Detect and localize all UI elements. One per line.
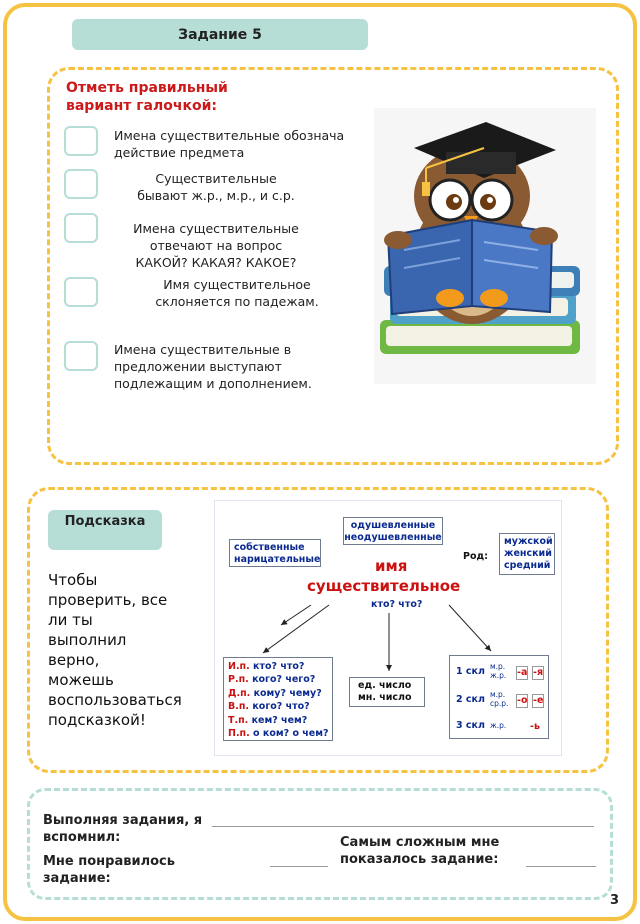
cases-box xyxy=(223,657,333,741)
reflection-remembered: Выполняя задания, я вспомнил: xyxy=(43,813,203,845)
liked-answer-line[interactable] xyxy=(270,866,328,867)
declension-1-genders: м.р. ж.р. xyxy=(490,662,507,680)
declension-1-label: 1 скл xyxy=(456,666,485,677)
option-5-text: Имена существительные в предложении выступают подлежащим и дополнением. xyxy=(114,342,312,391)
option-1-text: Имена существительные обознача действие предмета xyxy=(114,128,345,160)
reflection-hardest: Самым сложным мне показалось задание: xyxy=(340,835,500,867)
hint-label: Подсказка xyxy=(48,510,162,550)
declension-1-ending-1: -а xyxy=(517,667,528,678)
hardest-answer-line[interactable] xyxy=(526,866,596,867)
diagram-center-subtitle: существительное xyxy=(307,577,461,595)
case-row-4: В.п. кого? что? xyxy=(228,701,310,713)
declension-2-ending-1: -о xyxy=(517,695,528,706)
declension-2-ending-2: -е xyxy=(533,695,544,706)
animate-box: одушевленные неодушевленные xyxy=(343,517,443,545)
hint-text: Чтобы проверить, все ли ты выполнил верно, можешь воспользоваться подсказкой! xyxy=(48,571,182,729)
gender-label: Род: xyxy=(463,551,488,562)
declension-2-label: 2 скл xyxy=(456,694,485,705)
reflection-liked: Мне понравилось задание: xyxy=(43,854,175,886)
declension-3-label: 3 скл xyxy=(456,720,485,731)
owl-with-books-illustration xyxy=(374,108,596,384)
option-5-checkbox[interactable] xyxy=(64,341,98,371)
case-row-1: И.п. кто? что? xyxy=(228,661,305,672)
diagram-center-word: имя xyxy=(375,557,408,575)
option-4-text: Имя существительное склоняется по падежам. xyxy=(155,277,319,309)
declension-3-ending-1: -ь xyxy=(530,721,540,732)
noun-grammar-diagram xyxy=(214,500,562,756)
case-row-2: Р.п. кого? чего? xyxy=(228,674,316,686)
task-title: Задание 5 xyxy=(72,19,368,50)
declension-3-genders: ж.р. xyxy=(490,721,507,730)
number-box: ед. число мн. число xyxy=(349,677,425,707)
case-row-3: Д.п. кому? чему? xyxy=(228,687,322,699)
option-2-text: Существительные бывают ж.р., м.р., и с.р. xyxy=(137,171,295,203)
task-instruction: Отметь правильный вариант галочкой: xyxy=(66,80,228,114)
option-1-checkbox[interactable] xyxy=(64,126,98,156)
diagram-center-question: кто? что? xyxy=(371,599,423,610)
remembered-answer-line[interactable] xyxy=(212,826,594,827)
case-row-5: Т.п. кем? чем? xyxy=(228,714,308,726)
gender-box: мужской женский средний xyxy=(499,533,555,575)
option-3-text: Имена существительные отвечают на вопрос КАКОЙ? КАКАЯ? КАКОЕ? xyxy=(133,221,299,270)
declension-1-ending-2: -я xyxy=(533,667,544,678)
page-number: 3 xyxy=(610,893,620,908)
option-2-checkbox[interactable] xyxy=(64,169,98,199)
proper-common-box: собственные нарицательные xyxy=(229,539,321,567)
arrow-to-cases xyxy=(281,605,311,625)
option-4-checkbox[interactable] xyxy=(64,277,98,307)
declension-2-genders: м.р. ср.р. xyxy=(490,690,509,708)
case-row-6: П.п. о ком? о чем? xyxy=(228,728,329,740)
option-3-checkbox[interactable] xyxy=(64,213,98,243)
declensions-box xyxy=(449,655,549,739)
arrow-to-declensions xyxy=(449,605,491,651)
arrow-to-cases-lower xyxy=(263,605,329,653)
